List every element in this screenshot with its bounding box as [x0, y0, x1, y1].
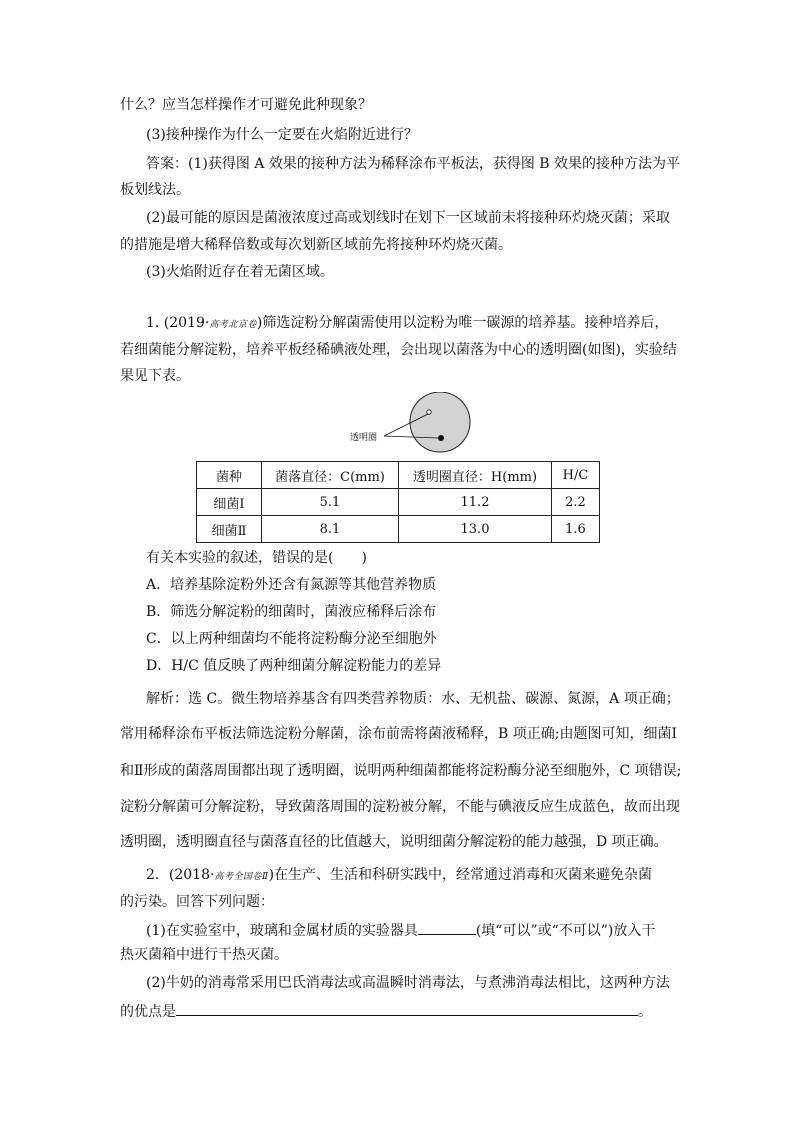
q1-analysis: 解析：选 C。微生物培养基含有四类营养物质：水、无机盐、碳源、氮源，A 项正确；	[146, 691, 680, 707]
table-cell: 5.1	[262, 489, 399, 516]
q1-analysis: 和Ⅱ形成的菌落周围都出现了透明圈，说明两种细菌都能将淀粉酶分泌至细胞外，C 项错误;	[120, 763, 682, 779]
table-cell: 细菌Ⅰ	[197, 489, 262, 516]
colony-1	[427, 410, 431, 414]
table-row	[197, 489, 600, 516]
q2-part1-text: (1)在实验室中，玻璃和金属材质的实验器具	[146, 923, 418, 939]
q1-option-d: D．H/C 值反映了两种细菌分解淀粉能力的差异	[146, 658, 442, 674]
table-header: 菌种	[197, 462, 262, 489]
table-cell: 2.2	[552, 489, 600, 516]
q1-stem-text: )筛选淀粉分解菌需使用以淀粉为唯一碳源的培养基。接种培养后，	[256, 315, 669, 331]
q2-part2	[120, 1001, 652, 1021]
plate-figure	[340, 392, 480, 454]
q2-number: 2．(2018·	[146, 867, 215, 883]
q1-number: 1. (2019·	[146, 315, 210, 331]
answer-line: (3)火焰附近存在着无菌区域。	[146, 264, 334, 280]
table-header: 菌落直径：C(mm)	[262, 462, 399, 489]
table-header-row	[197, 462, 600, 489]
q1-option-a: A．培养基除淀粉外还含有氮源等其他营养物质	[146, 577, 437, 593]
result-table	[196, 461, 600, 543]
answer-line: 板划线法。	[120, 182, 190, 198]
intro-line: 什么？应当怎样操作才可避免此种现象？	[120, 97, 372, 113]
table-row	[197, 516, 600, 543]
table-header: H/C	[552, 462, 600, 489]
q1-analysis: 常用稀释涂布平板法筛选淀粉分解菌，涂布前需将菌液稀释，B 项正确;由题图可知，细菌Ⅰ	[120, 726, 677, 742]
table-cell: 13.0	[399, 516, 552, 543]
q1-analysis: 淀粉分解菌可分解淀粉，导致菌落周围的淀粉被分解，不能与碘液反应生成蓝色，故而出现	[120, 799, 680, 815]
q2-part2-end: 。	[638, 1004, 652, 1020]
table-header: 透明圈直径：H(mm)	[399, 462, 552, 489]
q1-stem: 若细菌能分解淀粉，培养平板经稀碘液处理，会出现以菌落为中心的透明圈(如图)，实验结	[120, 342, 677, 358]
q2-part1: 热灭菌箱中进行干热灭菌。	[120, 947, 288, 963]
answer-line: (2)最可能的原因是菌液浓度过高或划线时在划下一区域前未将接种环灼烧灭菌；采取	[146, 210, 670, 226]
q1-option-b: B．筛选分解淀粉的细菌时，菌液应稀释后涂布	[146, 604, 437, 620]
table-cell: 1.6	[552, 516, 600, 543]
q2-stem	[146, 866, 652, 886]
table-cell: 8.1	[262, 516, 399, 543]
figure-label: 透明圈	[350, 433, 378, 443]
answer-blank[interactable]	[176, 1001, 638, 1016]
q2-part1-text: (填“可以”或“不可以”)放入干	[475, 923, 656, 939]
q1-option-c: C．以上两种细菌均不能将淀粉酶分泌至细胞外	[146, 631, 437, 647]
answer-blank[interactable]	[418, 920, 476, 935]
q1-stem: 果见下表。	[120, 368, 190, 384]
q1-analysis: 透明圈，透明圈直径与菌落直径的比值越大，说明细菌分解淀粉的能力越强，D 项正确。	[120, 834, 668, 850]
table-cell: 细菌Ⅱ	[197, 516, 262, 543]
q2-part1	[146, 920, 655, 940]
q2-source: 高考全国卷Ⅱ	[214, 872, 269, 882]
q2-stem-text: )在生产、生活和科研实践中，经常通过消毒和灭菌来避免杂菌	[268, 867, 653, 883]
table-cell: 11.2	[399, 489, 552, 516]
q2-stem: 的污染。回答下列问题：	[120, 894, 274, 910]
colony-2	[438, 435, 444, 441]
intro-line: (3)接种操作为什么一定要在火焰附近进行？	[146, 127, 418, 143]
q1-question: 有关本实验的叙述，错误的是( )	[146, 550, 367, 566]
answer-line: 答案：(1)获得图 A 效果的接种方法为稀释涂布平板法，获得图 B 效果的接种方法为平	[146, 156, 681, 172]
answer-line: 的措施是增大稀释倍数或每次划新区域前先将接种环灼烧灭菌。	[120, 237, 512, 253]
q2-part2: (2)牛奶的消毒常采用巴氏消毒法或高温瞬时消毒法，与煮沸消毒法相比，这两种方法	[146, 975, 670, 991]
q2-part2-text: 的优点是	[120, 1004, 176, 1020]
q1-source: 高考北京卷	[209, 320, 257, 330]
q1-stem	[146, 314, 668, 334]
petri-plate	[410, 392, 470, 452]
